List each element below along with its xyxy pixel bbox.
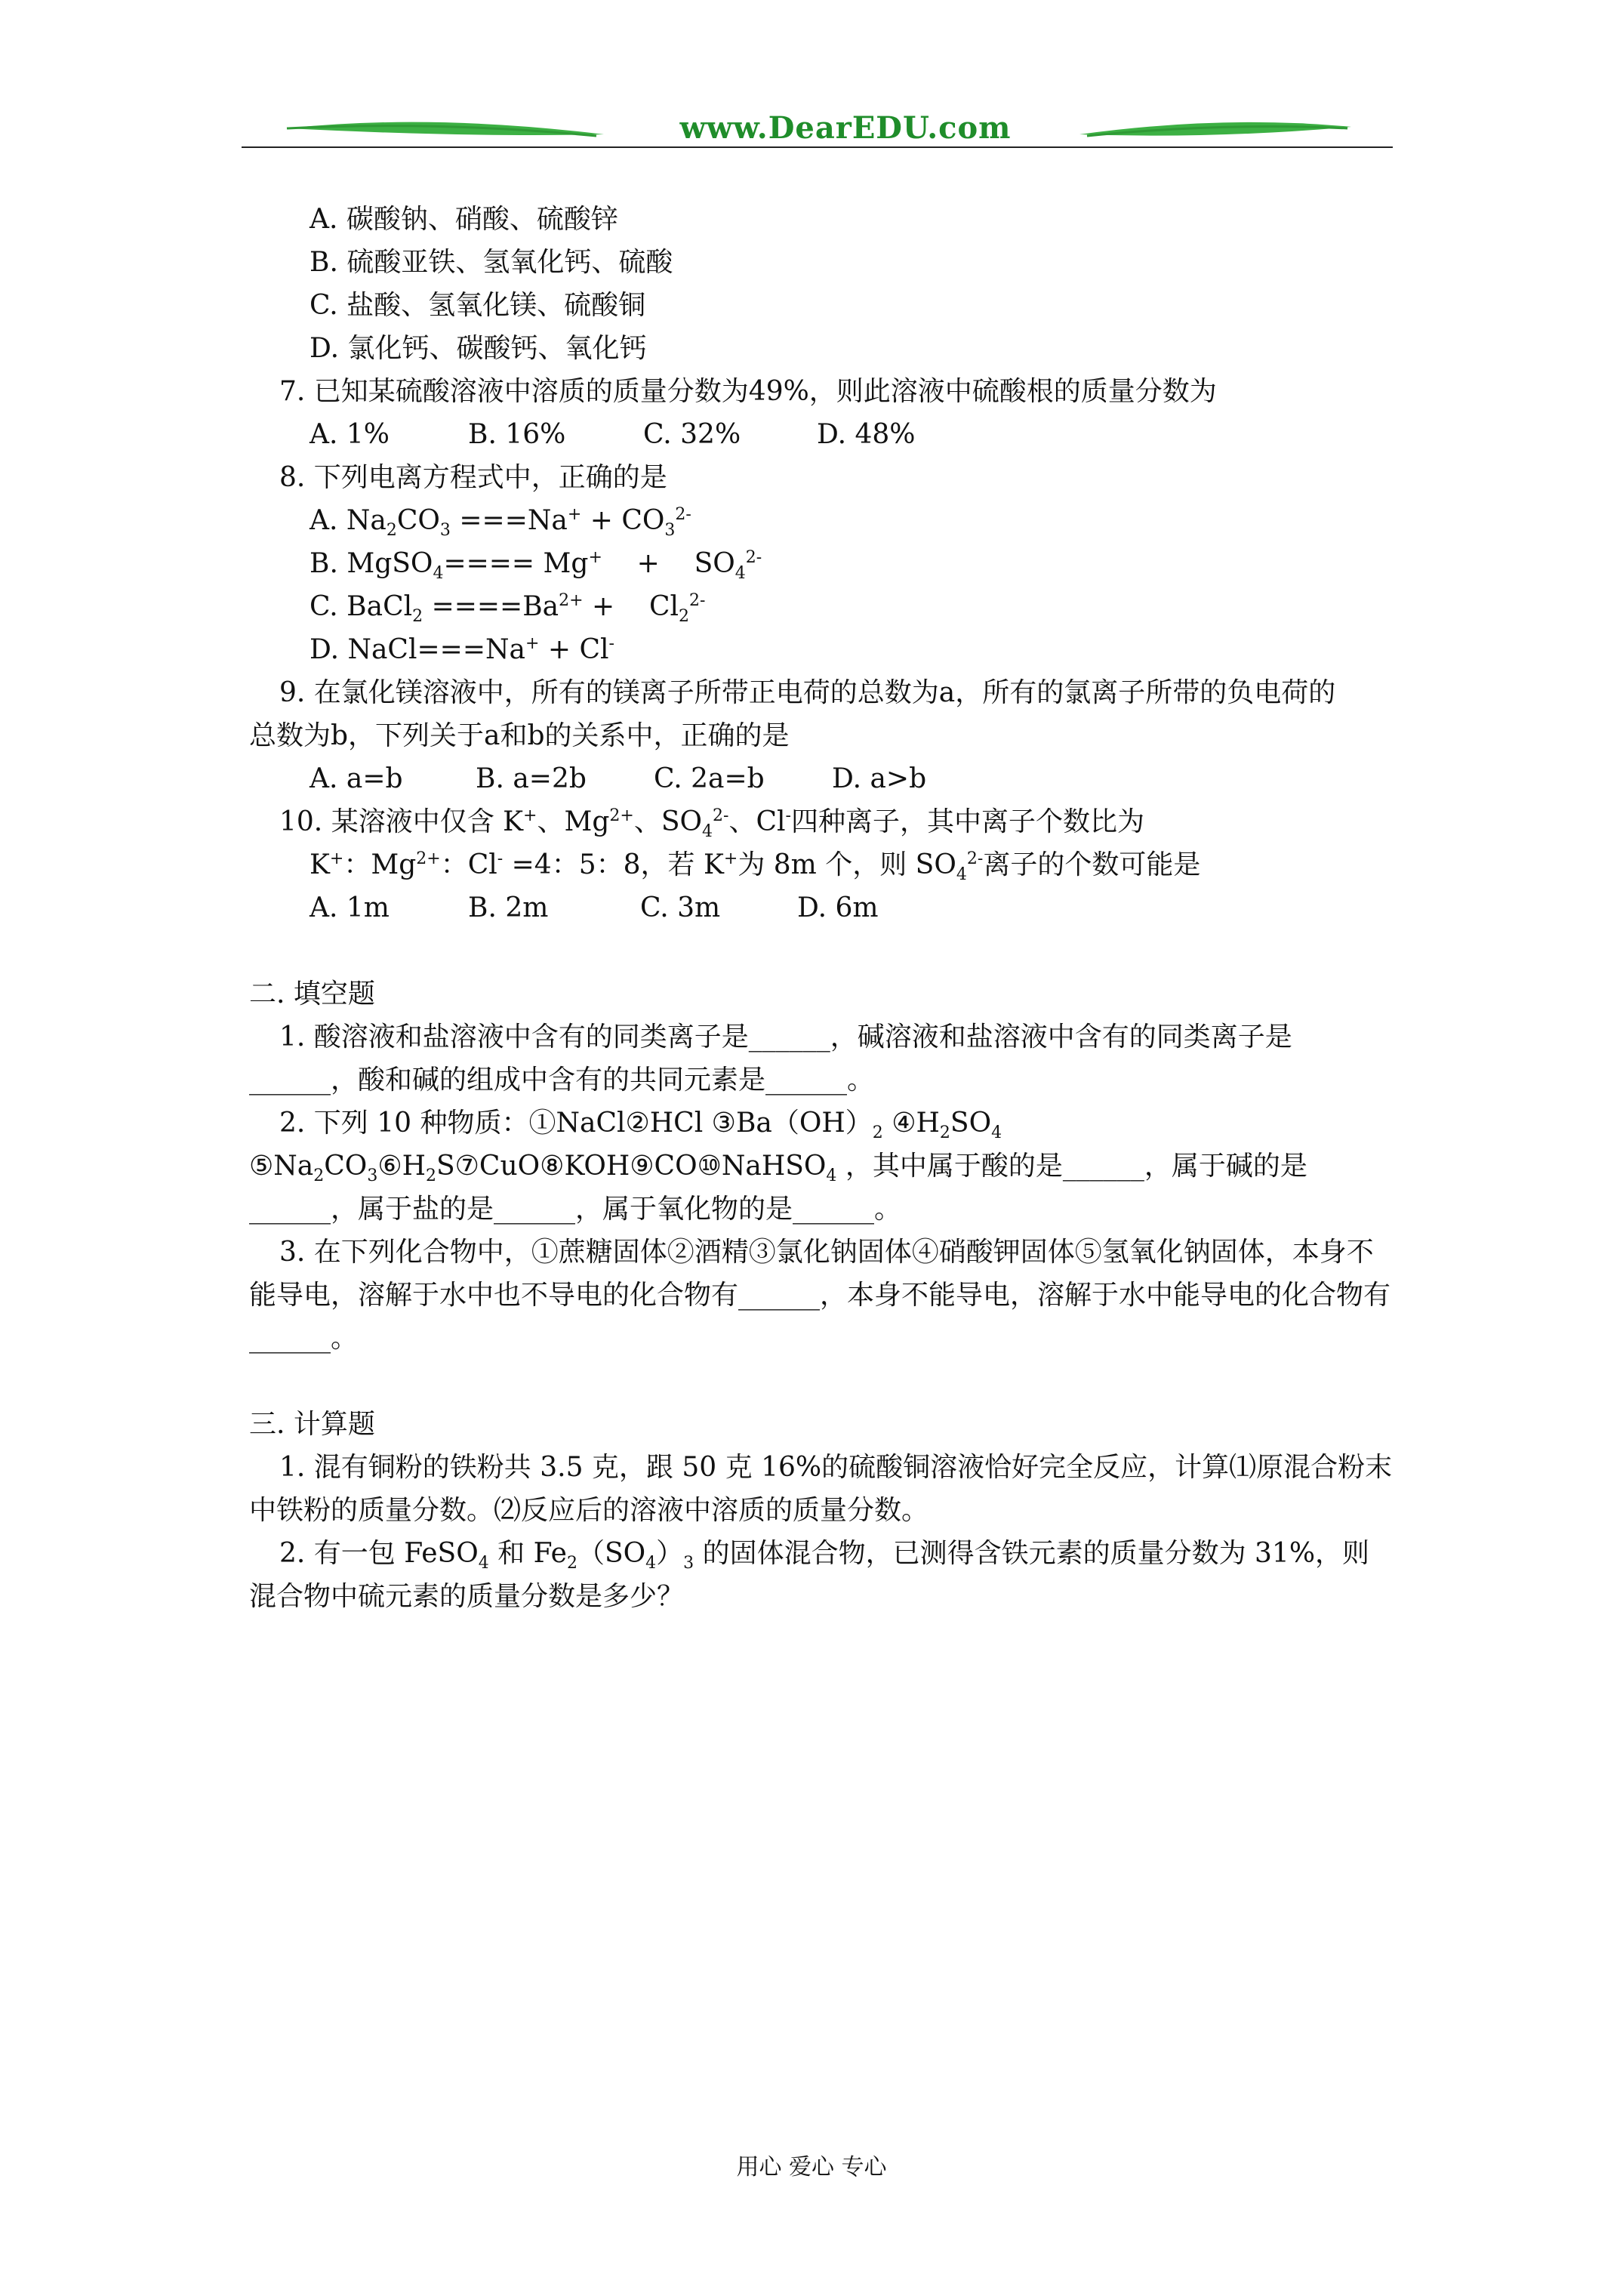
q7-option-a: A. 1% [310,419,390,450]
q9-option-b: B. a=2b [476,763,587,794]
q8-stem: 8. 下列电离方程式中，正确的是 [279,462,667,493]
q10-options [249,886,1397,929]
q9-stem-line1: 9. 在氯化镁溶液中，所有的镁离子所带正电荷的总数为a，所有的氯离子所带的负电荷的 [279,677,1336,708]
page-footer: 用心 爱心 专心 [736,2154,887,2180]
q6-option-c: C. 盐酸、氢氧化镁、硫酸铜 [310,290,646,321]
q6-option-b: B. 硫酸亚铁、氢氧化钙、硫酸 [310,247,673,278]
calculation-q2: 2. 有一包 FeSO$_4$ 和 $Fe_2(SO_4)_3$ 的固体混合物，已测得含铁元素的质量分数为 31%，则混合物中硫元素的质量分数是多少？ [249,1538,1370,1612]
q7-option-c: C. 32% [643,419,741,450]
q9-option-c: C. 2a=b [654,763,765,794]
q10-option-b: B. 2m [468,892,549,923]
q8-option-c: C. BaCl$_2$ $====Ba^{2+}$ + $Cl_2^{2-}$ [310,591,706,627]
q9-options [249,757,1397,800]
q7-stem: 7. 已知某硫酸溶液中溶质的质量分数为49%，则此溶液中硫酸根的质量分数为 [279,376,1217,407]
fill-in-q3: 3. 在下列化合物中，①蔗糖固体②酒精③氯化钠固体④硝酸钾固体⑤氢氧化钠固体，本身不能导电，溶解于水中也不导电的化合物有______，本身不能导电，溶解于水中能导电的化合物有______。 [249,1237,1391,1354]
exam-content [249,198,1397,1618]
q8-option-d: D. NaCl===Na+ + Cl- [310,634,614,665]
q9-option-a: A. a=b [310,763,403,794]
q7-option-d: D. 48% [817,419,916,450]
calculation-q1: 1. 混有铜粉的铁粉共 3.5 克，跟 50 克 16%的硫酸铜溶液恰好完全反应，计算⑴原混合粉末中铁粉的质量分数。⑵反应后的溶液中溶质的质量分数。 [249,1452,1393,1526]
q10-option-d: D. 6m [797,892,879,923]
q10-option-c: C. 3m [640,892,721,923]
q7-options [249,413,1397,456]
fill-in-q1: 1. 酸溶液和盐溶液中含有的同类离子是______，碱溶液和盐溶液中含有的同类离子是______，酸和碱的组成中含有的共同元素是______。 [249,1022,1292,1096]
q10-option-a: A. 1m [310,892,390,923]
q9-stem-line2: 总数为b，下列关于a和b的关系中，正确的是 [249,720,790,751]
site-header [242,106,1393,159]
q8-option-b: B. MgSO$_4$==== Mg+ + $SO_4^{2-}$ [310,548,762,584]
q6-option-a: A. 碳酸钠、硝酸、硫酸锌 [310,204,618,235]
q10-stem-line1: 10. 某溶液中仅含 K+、$Mg^{2+}$、$SO_4^{2-}$、Cl-四种离子，其中离子个数比为 [279,806,1144,842]
header-divider [242,146,1393,148]
fill-in-q2: 2. 下列 10 种物质：①NaCl②HCl $③Ba(OH)_2$ $④H_2SO_4$ $⑤Na_2CO_3⑥H_2S⑦CuO⑧KOH⑨CO⑩NaHSO_4$ ，其中属于酸的是______，属于碱的是______，属于盐的是______，属于氧化物的是______。 [249,1108,1307,1225]
section-calculation-title: 三. 计算题 [249,1409,375,1440]
q9-option-d: D. a>b [832,763,927,794]
q10-stem-line2: K+：$Mg^{2+}$：Cl- =4：5：8，若 K+为 8m 个，则 $SO_4^{2-}$离子的个数可能是 [310,849,1201,885]
q7-option-b: B. 16% [468,419,566,450]
section-fill-in-title: 二. 填空题 [249,978,375,1009]
q6-option-d: D. 氯化钙、碳酸钙、氧化钙 [310,333,647,364]
q8-option-a: A. $Na_2CO_3 ===Na^+ + CO_3^{2-}$ [310,505,691,541]
site-logo-text[interactable]: www.DearEDU.com [679,110,1012,146]
